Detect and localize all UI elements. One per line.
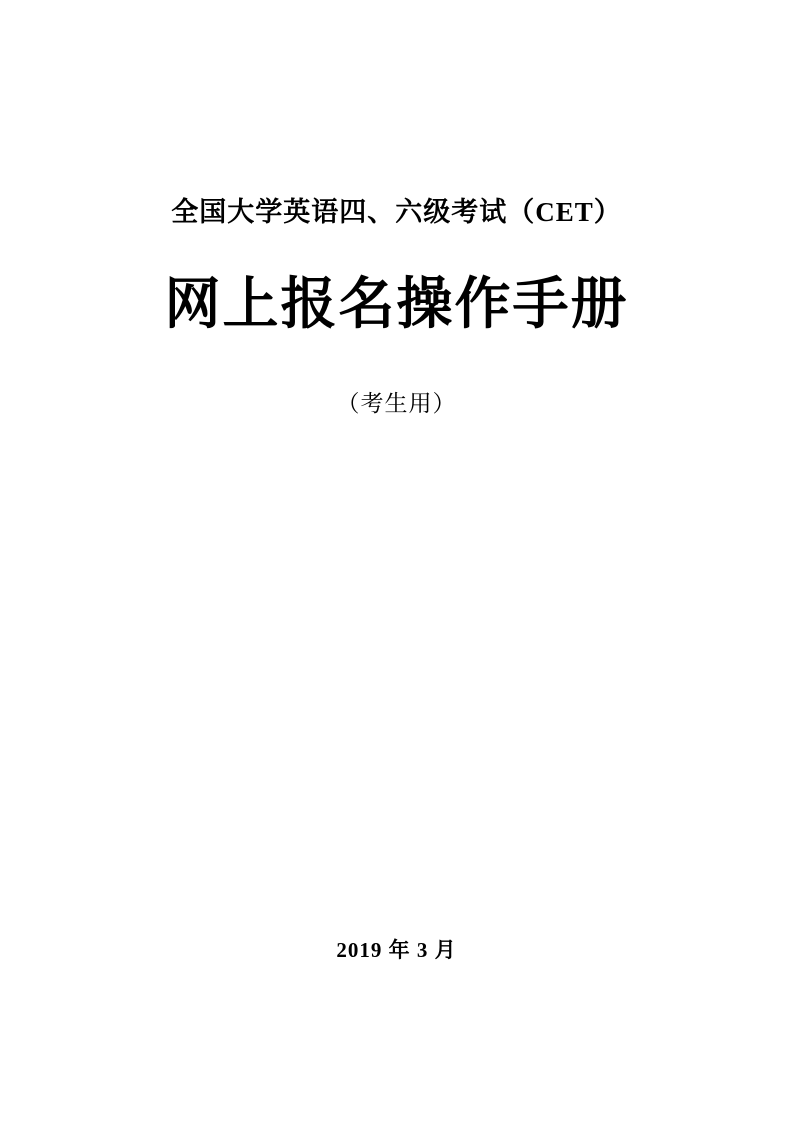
audience-subtitle: （考生用） [336,389,457,416]
page-title: 网上报名操作手册 [164,272,629,336]
publication-date: 2019 年 3 月 [336,938,457,962]
exam-name-heading: 全国大学英语四、六级考试（CET） [171,197,622,227]
